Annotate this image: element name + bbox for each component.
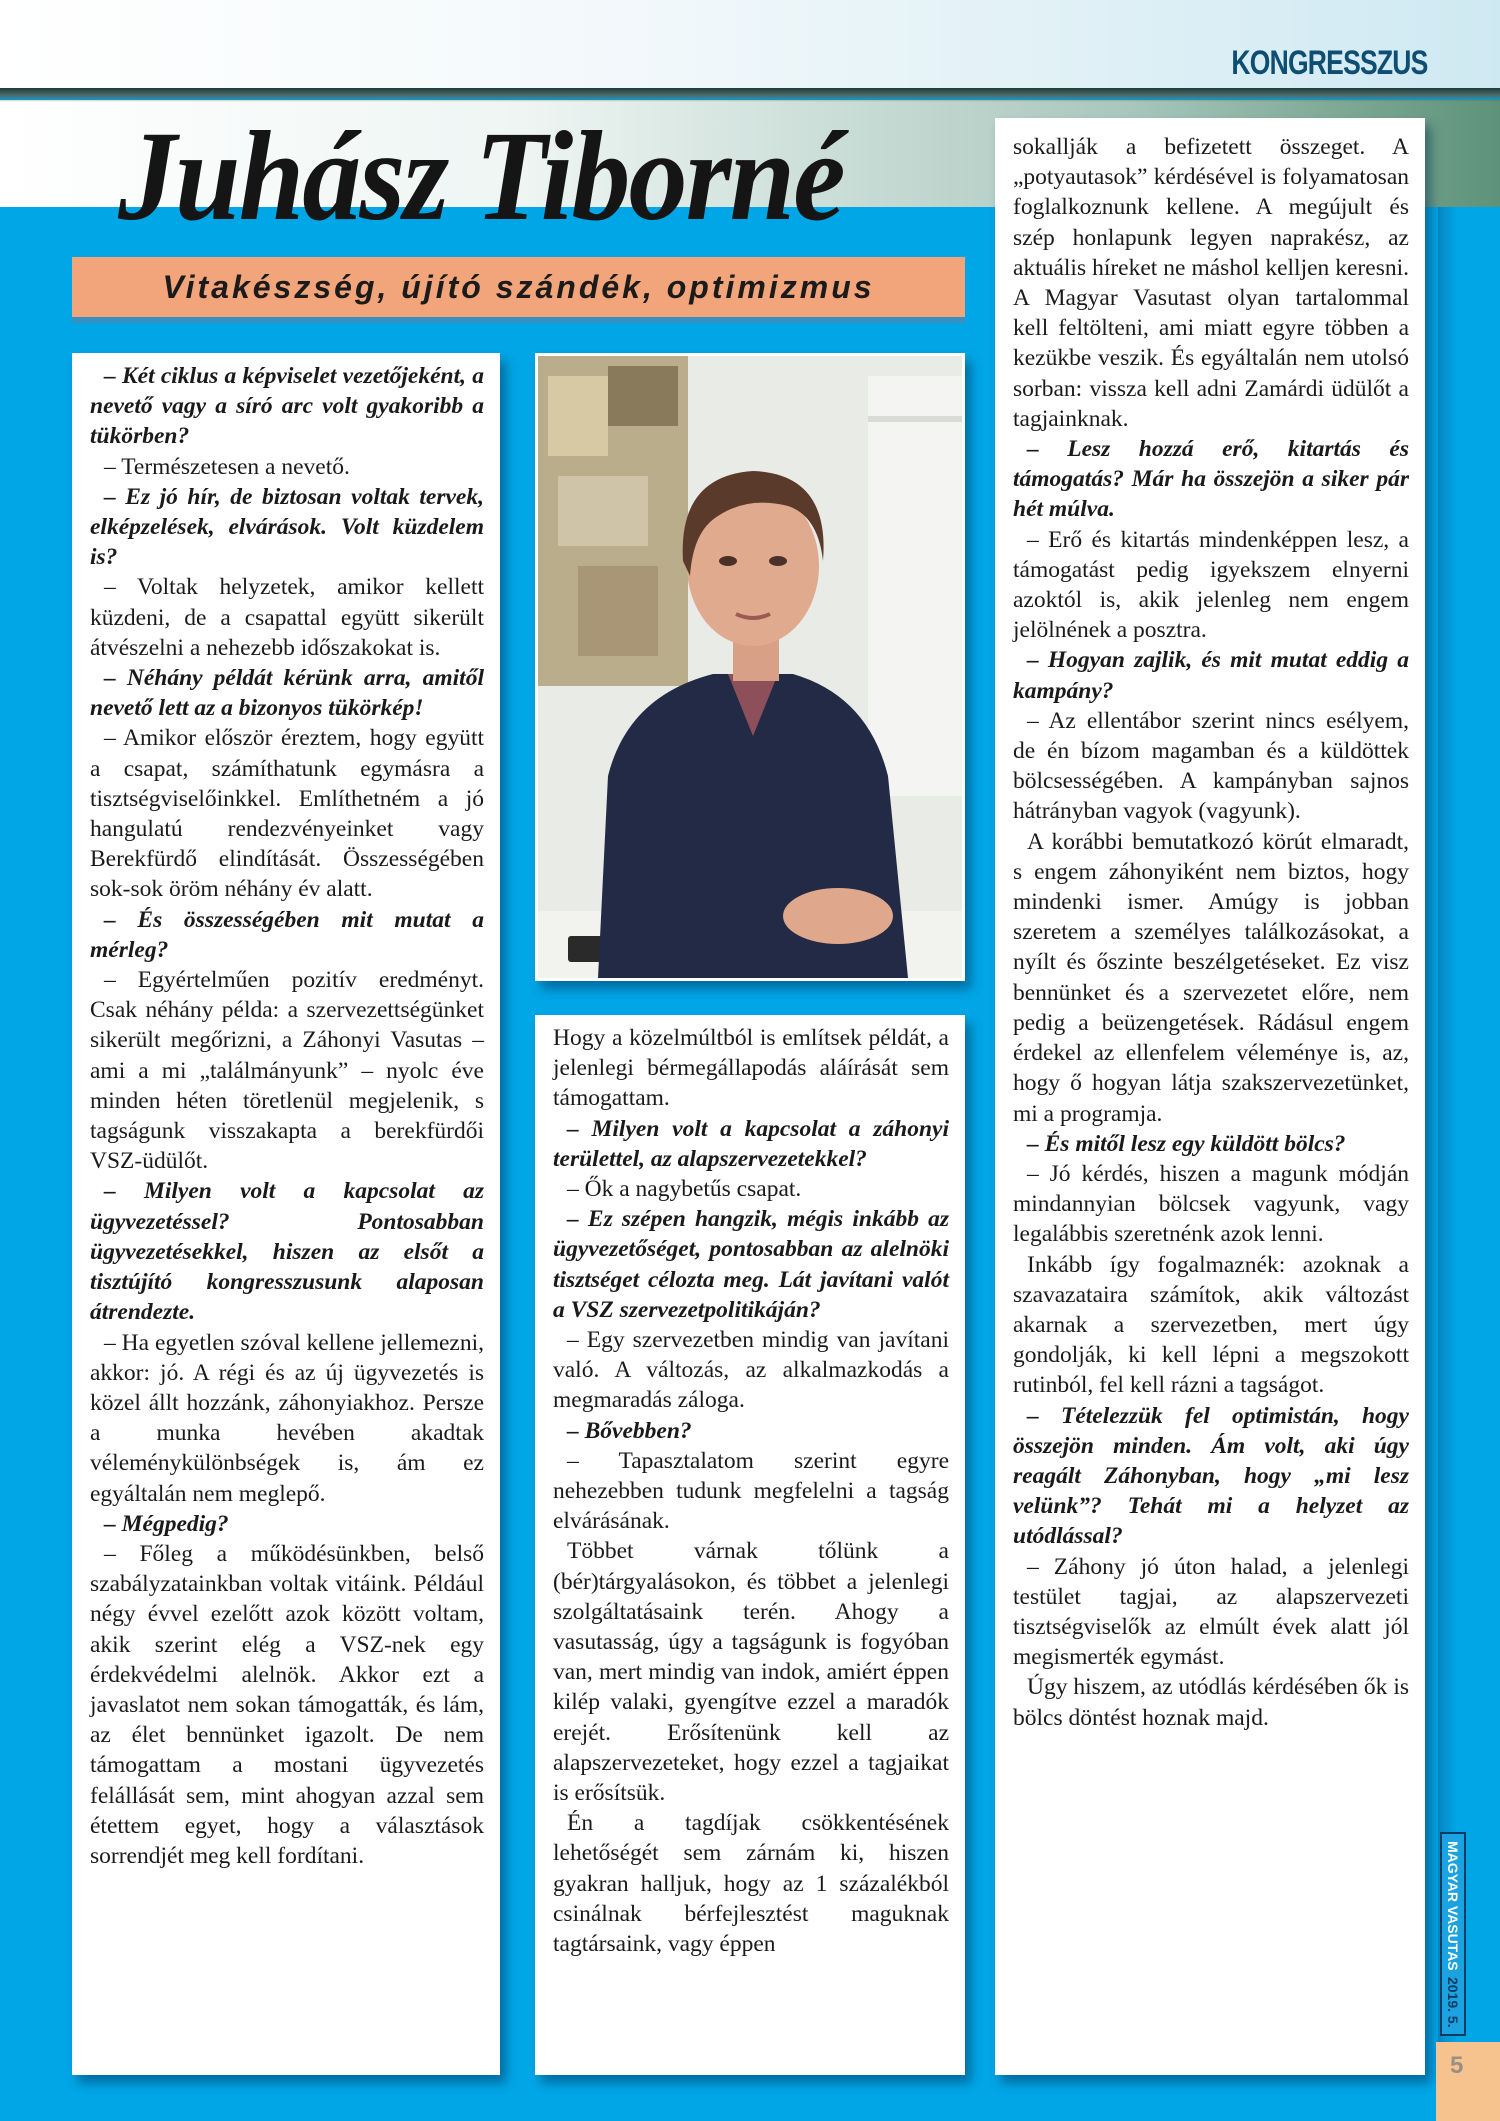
interview-question: – Milyen volt a kapcsolat az ügyvezetéssel? Pontosabban ügyvezetésekkel, hiszen az elsőt a tisztújító kongresszusunk alaposan átrendezte.	[90, 1178, 484, 1326]
magazine-issue-text	[1443, 1841, 1463, 2027]
interview-paragraph: – Főleg a működésünkben, belső szabályzatainkban voltak vitáink. Például négy évvel ezelőtt azok között voltam, akik szerint elég a VSZ-nek egy érdekvédelmi alelnök. Akkor ezt a javaslatot nem sokan támogatták, és lám, az élet bennünket igazolt. De nem támogattam a mostani ügyvezetés felállását sem, mint ahogyan azzal sem étettem egyet, hogy a választások sorrendjét meg kell fordítani.	[90, 1540, 484, 1869]
article-title: Juhász Tiborné	[118, 105, 844, 247]
page-number-tab	[1436, 2042, 1500, 2121]
interview-question: – És összességében mit mutat a mérleg?	[90, 906, 484, 963]
interview-paragraph: – Egyértelműen pozitív eredményt. Csak néhány példa: a szervezettségünket sikerült megőrizni, a Záhonyi Vasutas – ami a mi „találmányunk” – nyolc éve minden héten töretlenül megjelenik, s tagságunk visszakapta a berekfürdői VSZ-üdülőt.	[90, 967, 484, 1175]
interview-question: – Két ciklus a képviselet vezetőjeként, a nevető vagy a síró arc volt gyakoribb a tükörben?	[90, 363, 484, 450]
interview-paragraph: – Természetesen a nevető.	[104, 453, 350, 480]
portrait-photo	[535, 353, 965, 981]
interview-paragraph: – Tapasztalatom szerint egyre nehezebben tudunk megfelelni a tagság elvárásának.	[553, 1447, 949, 1535]
magazine-issue-label	[1440, 1832, 1466, 2036]
interview-paragraph: – Voltak helyzetek, amikor kellett küzdeni, de a csapattal együtt sikerült átvészelni a nehezebb időszakokat is.	[90, 574, 484, 661]
interview-paragraph: – Az ellentábor szerint nincs esélyem, de én bízom magamban és a küldöttek bölcsességében. A kampányban sajnos hátrányban vagyok (vagyunk).	[1013, 707, 1409, 825]
interview-question: – Ez szépen hangzik, mégis inkább az ügyvezetőséget, pontosabban az alelnöki tisztséget célozta meg. Lát javítani valót a VSZ szervezetpolitikáján?	[553, 1206, 949, 1323]
interview-paragraph: A korábbi bemutatkozó körút elmaradt, s engem záhonyiként nem biztos, hogy mindenki ismer. Amúgy is jobban szeretem a személyes találkozásokat, a nyílt és őszinte beszélgetéseket. Ez visz bennünket és a szervezetet előre, nem pedig a beüzengetések. Rádásul engem érdekel az ellenfelem véleménye is, az, hogy ő hogyan látja szakszervezetünket, mi a programja.	[1013, 828, 1409, 1127]
article-subtitle-band	[72, 257, 965, 317]
interview-paragraph: Úgy hiszem, az utódlás kérdésében ők is bölcs döntést hoznak majd.	[1013, 1674, 1409, 1731]
interview-question: – És mitől lesz egy küldött bölcs?	[1027, 1130, 1346, 1157]
interview-question: – Mégpedig?	[104, 1510, 229, 1537]
interview-paragraph: – Ők a nagybetűs csapat.	[567, 1176, 802, 1203]
interview-question: – Hogyan zajlik, és mit mutat eddig a kampány?	[1013, 647, 1409, 704]
interview-paragraph: Hogy a közelmúltból is említsek példát, a jelenlegi bérmegállapodás aláírását sem támogattam.	[553, 1025, 949, 1112]
interview-question: – Tételezzük fel optimistán, hogy összejön minden. Ám volt, aki úgy reagált Záhonyban, hogy „mi lesz velünk”? Tehát mi a helyzet az utódlással?	[1013, 1402, 1409, 1550]
interview-question: – Milyen volt a kapcsolat a záhonyi területtel, az alapszervezetekkel?	[553, 1115, 949, 1172]
page-number: 5	[1450, 2052, 1464, 2079]
interview-paragraph: Inkább így fogalmaznék: azoknak a szavazataira számítok, akik változást akarnak a szervezetben, mert úgy gondolják, ki kell lépni a megszokott rutinból, fel kell rázni a tagságot.	[1013, 1251, 1409, 1399]
interview-paragraph: sokallják a befizetett összeget. A „potyautasok” kérdésével is folyamatosan foglalkoznunk kellene. A megújult és szép honlapunk legyen naprakész, az aktuális híreket ne máshol kelljen keresni. A Magyar Vasutast olyan tartalommal kell feltölteni, ami miatt egyre többen a kezükbe veszik. És egyáltalán nem utolsó sorban: vissza kell adni Zamárdi üdülőt a tagjainknak.	[1013, 134, 1409, 432]
interview-paragraph: Többet várnak tőlünk a (bér)tárgyalásokon, és többet a jelenlegi szolgáltatásaink terén. Ahogy a vasutasság, úgy a tagságunk is fogyóban van, mert mindig van indok, amiért éppen kilép valaki, gyengítve ezzel a maradók erejét. Erősítenünk kell az alapszervezeteket, hogy ezzel a tagjaikat is erősítsük.	[553, 1538, 949, 1807]
interview-question: – Néhány példát kérünk arra, amitől nevető lett az a bizonyos tükörkép!	[90, 665, 484, 722]
interview-paragraph: – Jó kérdés, hiszen a magunk módján mindannyian bölcsek vagyunk, vagy legalábbis szeretnénk azok lenni.	[1013, 1160, 1409, 1248]
middle-column	[535, 1015, 965, 2075]
interview-question: – Ez jó hír, de biztosan voltak tervek, elképzelések, elvárások. Volt küzdelem is?	[90, 483, 484, 571]
interview-question: – Bővebben?	[567, 1417, 692, 1444]
interview-paragraph: – Záhony jó úton halad, a jelenlegi testület tagjai, az alapszervezeti tisztségviselők az elmúlt évek alatt jól megismerték egymást.	[1013, 1553, 1409, 1671]
interview-paragraph: Én a tagdíjak csökkentésének lehetőségét sem zárnám ki, hiszen gyakran halljuk, hogy az 1 százalékból csinálnak bérfejlesztést maguknak tagtársaink, vagy éppen	[553, 1810, 949, 1958]
interview-paragraph: – Egy szervezetben mindig van javítani való. A változás, az alkalmazkodás a megmaradás záloga.	[553, 1327, 949, 1414]
issue-number: 2019. 5.	[1445, 1976, 1461, 2028]
interview-paragraph: – Amikor először éreztem, hogy együtt a csapat, számíthatunk egymásra a tisztségviselőinkkel. Említhetném a jó hangulatú rendezvényeinket vagy Berekfürdő elindítását. Összességében sok-sok öröm néhány év alatt.	[90, 725, 484, 903]
article-subtitle: Vitakészség, újító szándék, optimizmus	[162, 269, 875, 305]
interview-paragraph: – Erő és kitartás mindenképpen lesz, a támogatást pedig igyekszem elnyerni azoktól is, akik jelenleg nem engem jelölnének a posztra.	[1013, 526, 1409, 644]
portrait-illustration	[538, 356, 962, 978]
interview-paragraph: – Ha egyetlen szóval kellene jellemezni, akkor: jó. A régi és az új ügyvezetés is közel állt hozzánk, záhonyiakhoz. Persze a munka hevében akadtak véleménykülönbségek is, ám ez egyáltalán nem meglepő.	[90, 1329, 484, 1507]
section-label: KONGRESSZUS	[1231, 44, 1428, 82]
interview-question: – Lesz hozzá erő, kitartás és támogatás? Már ha összejön a siker pár hét múlva.	[1013, 436, 1409, 523]
left-column	[72, 353, 500, 2075]
magazine-name: MAGYAR VASUTAS	[1445, 1840, 1461, 1971]
right-column	[995, 118, 1425, 2075]
